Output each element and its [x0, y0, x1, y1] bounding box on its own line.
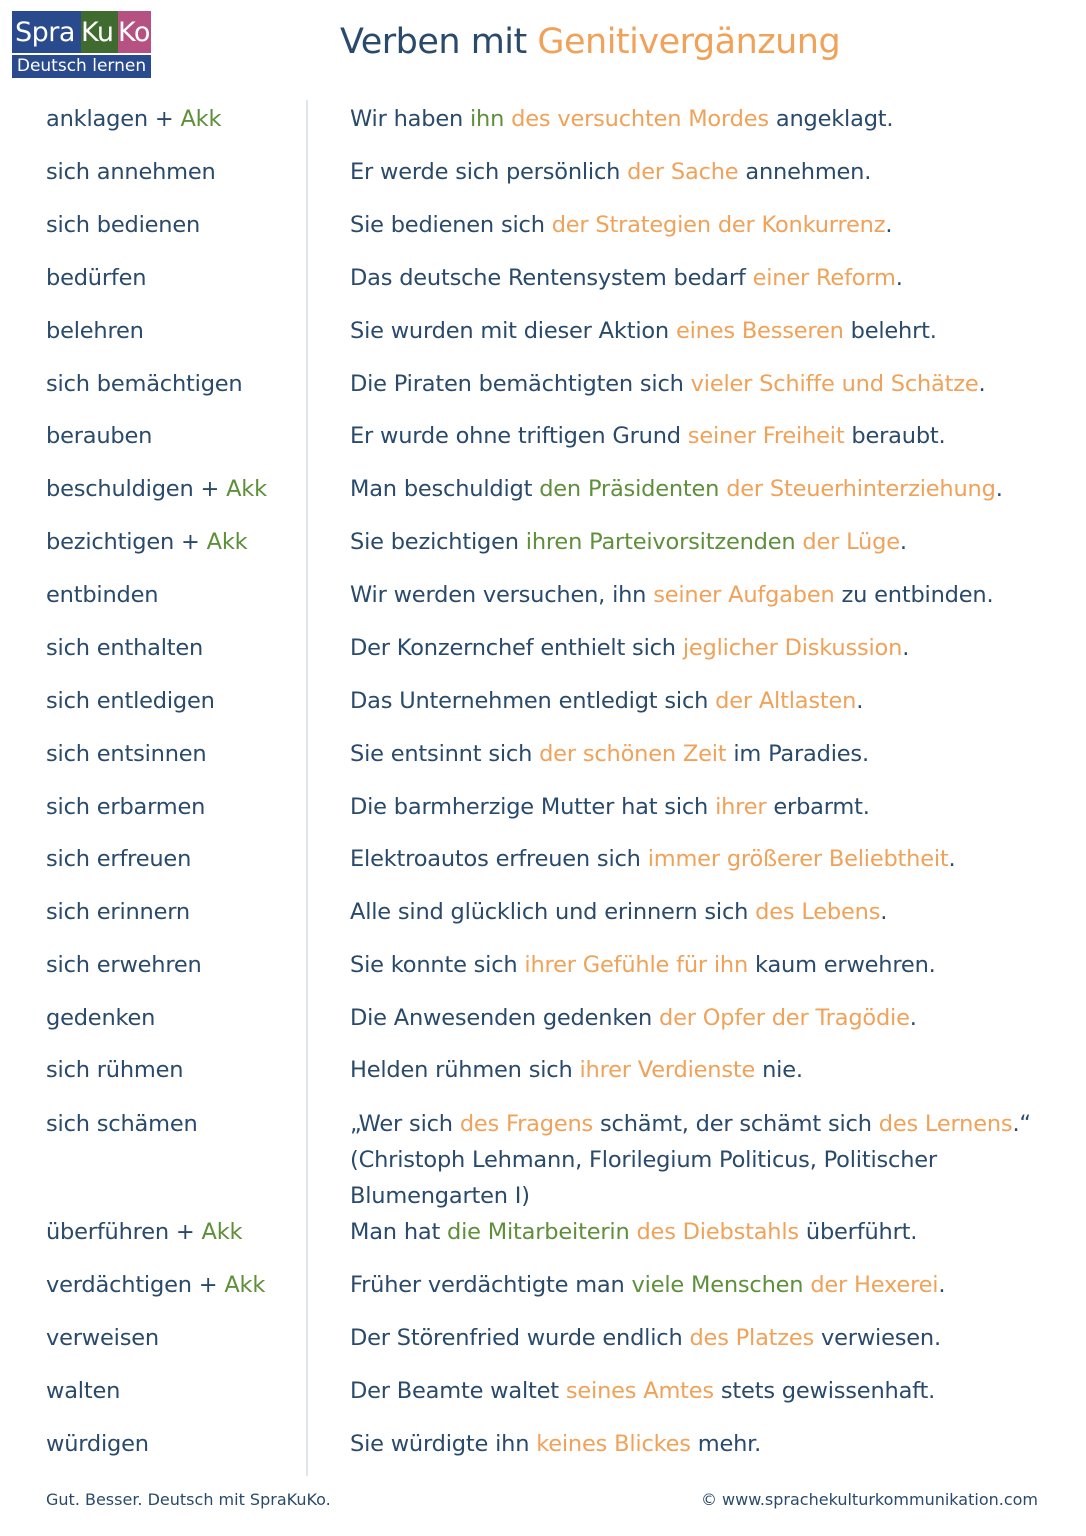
verb-label: anklagen [46, 106, 148, 132]
genitive-phrase: ihrer Gefühle für ihn [524, 952, 749, 978]
example-sentence [350, 1052, 1060, 1088]
verb-label: entbinden [46, 582, 159, 608]
akk-marker: Akk [201, 1219, 243, 1245]
verb-label: überführen [46, 1219, 169, 1245]
genitive-phrase: der Hexerei [810, 1272, 939, 1298]
genitive-phrase: seines Amtes [565, 1378, 714, 1404]
verb-term [46, 841, 191, 877]
example-sentence [350, 418, 1060, 454]
sentence-text: Sie wurden mit dieser Aktion [350, 318, 676, 344]
example-sentence [350, 736, 1060, 772]
sentence-text: . [978, 371, 986, 397]
sentence-text: Früher verdächtigte man [350, 1272, 632, 1298]
genitive-phrase: des Diebstahls [636, 1219, 799, 1245]
sentence-text: stets gewissenhaft. [713, 1378, 936, 1404]
verb-term [46, 471, 267, 507]
sentence-text: belehrt. [843, 318, 937, 344]
sentence-text: Helden rühmen sich [350, 1057, 580, 1083]
akk-marker: Akk [180, 106, 222, 132]
plus-sign: + [193, 476, 227, 502]
logo-segment: Spra [12, 11, 81, 53]
genitive-phrase: der Lüge [802, 529, 900, 555]
sentence-text: . [880, 899, 888, 925]
sentence-text: . [856, 688, 864, 714]
sentence-text: Der Störenfried wurde endlich [350, 1325, 690, 1351]
sentence-text: Der Beamte waltet [350, 1378, 566, 1404]
sentence-text: verwiesen. [814, 1325, 941, 1351]
example-sentence [350, 366, 1060, 402]
verb-term [46, 630, 203, 666]
example-sentence [350, 683, 1060, 719]
sentence-text: „Wer sich [350, 1111, 460, 1137]
sentence-text: Die barmherzige Mutter hat sich [350, 794, 716, 820]
verb-label: verdächtigen [46, 1272, 192, 1298]
verb-label: sich erinnern [46, 899, 190, 925]
example-sentence [350, 1267, 1060, 1303]
verb-term [46, 894, 190, 930]
genitive-phrase: immer größerer Beliebtheit [647, 846, 949, 872]
title-part-verbs: Verben mit [340, 22, 538, 62]
sentence-text: Alle sind glücklich und erinnern sich [350, 899, 756, 925]
verb-label: sich annehmen [46, 159, 216, 185]
genitive-phrase: einer Reform [752, 265, 896, 291]
example-sentence [350, 1000, 1060, 1036]
sentence-text: angeklagt. [768, 106, 894, 132]
verb-term [46, 736, 206, 772]
plus-sign: + [168, 1219, 202, 1245]
verb-label: walten [46, 1378, 121, 1404]
verb-label: bezichtigen [46, 529, 175, 555]
plus-sign: + [191, 1272, 225, 1298]
sentence-text: Wir haben [350, 106, 470, 132]
sentence-text: Sie würdigte ihn [350, 1431, 537, 1457]
sentence-text: . [995, 476, 1003, 502]
verb-term [46, 207, 200, 243]
sentence-text: Er wurde ohne triftigen Grund [350, 423, 688, 449]
genitive-phrase: der schönen Zeit [539, 741, 727, 767]
accusative-phrase: viele Menschen [631, 1272, 804, 1298]
verb-label: sich entledigen [46, 688, 215, 714]
verb-term [46, 1214, 242, 1250]
verb-label: sich erfreuen [46, 846, 192, 872]
example-sentence [350, 894, 1060, 930]
sentence-text: . [899, 529, 907, 555]
verb-label: sich erwehren [46, 952, 202, 978]
sentence-text: Sie entsinnt sich [350, 741, 540, 767]
verb-term [46, 1267, 265, 1303]
accusative-phrase: den Präsidenten [539, 476, 720, 502]
example-sentence [350, 630, 1060, 666]
genitive-phrase: ihrer [715, 794, 767, 820]
sentence-text: Das deutsche Rentensystem bedarf [350, 265, 753, 291]
sentence-text: zu entbinden. [834, 582, 994, 608]
verb-term [46, 1106, 198, 1142]
sentence-text: . [938, 1272, 946, 1298]
verb-label: sich entsinnen [46, 741, 207, 767]
logo-segment: Ko [118, 11, 151, 53]
sentence-text: schämt, der schämt sich [593, 1111, 879, 1137]
sentence-text: Elektroautos erfreuen sich [350, 846, 648, 872]
genitive-phrase: des Lernens [878, 1111, 1013, 1137]
example-sentence [350, 101, 1060, 137]
genitive-phrase: der Steuerhinterziehung [726, 476, 996, 502]
verb-term [46, 1426, 149, 1462]
verb-term [46, 154, 216, 190]
verb-label: sich enthalten [46, 635, 204, 661]
sentence-text: nie. [755, 1057, 803, 1083]
sentence-text: . [895, 265, 903, 291]
example-sentence [350, 1214, 1060, 1250]
footer-copyright: © www.sprachekulturkommunikation.com [700, 1490, 1038, 1509]
genitive-phrase: seiner Aufgaben [653, 582, 835, 608]
sentence-text: erbarmt. [766, 794, 870, 820]
example-sentence [350, 947, 1060, 983]
verb-label: belehren [46, 318, 144, 344]
genitive-phrase: der Sache [627, 159, 739, 185]
verb-term [46, 524, 248, 560]
verb-term [46, 1000, 155, 1036]
logo-subtitle: Deutsch lernen [12, 55, 151, 78]
logo-wordmark [12, 11, 151, 53]
sentence-text: Sie bezichtigen [350, 529, 526, 555]
genitive-phrase: ihrer Verdienste [579, 1057, 756, 1083]
genitive-phrase: des versuchten Mordes [511, 106, 769, 132]
sentence-text: Die Anwesenden gedenken [350, 1005, 660, 1031]
example-sentence [350, 577, 1060, 613]
sentence-text: Das Unternehmen entledigt sich [350, 688, 716, 714]
verb-label: bedürfen [46, 265, 147, 291]
sentence-text: . [948, 846, 956, 872]
genitive-phrase: vieler Schiffe und Schätze [690, 371, 979, 397]
verb-term [46, 260, 146, 296]
example-sentence [350, 1426, 1060, 1462]
sentence-text: im Paradies. [726, 741, 869, 767]
sentence-text: Der Konzernchef enthielt sich [350, 635, 683, 661]
verb-term [46, 1373, 120, 1409]
sentence-text: Man beschuldigt [350, 476, 540, 502]
verb-label: beschuldigen [46, 476, 194, 502]
sprakuko-logo [12, 11, 151, 78]
verb-label: sich bemächtigen [46, 371, 243, 397]
verb-term [46, 947, 202, 983]
footer-slogan: Gut. Besser. Deutsch mit SpraKuKo. [46, 1490, 331, 1509]
sentence-text: Wir werden versuchen, ihn [350, 582, 654, 608]
verb-label: sich schämen [46, 1111, 198, 1137]
genitive-phrase: der Opfer der Tragödie [659, 1005, 910, 1031]
accusative-phrase: die Mitarbeiterin [447, 1219, 630, 1245]
example-sentence [350, 154, 1060, 190]
sentence-text: annehmen. [738, 159, 872, 185]
example-sentence [350, 1106, 1060, 1214]
verb-term [46, 577, 158, 613]
example-sentence [350, 524, 1060, 560]
sentence-text: . [909, 1005, 917, 1031]
accusative-phrase: ihn [470, 106, 505, 132]
genitive-phrase: des Fragens [459, 1111, 594, 1137]
sentence-text: kaum erwehren. [748, 952, 936, 978]
example-sentence [350, 207, 1060, 243]
sentence-text: . [885, 212, 893, 238]
example-sentence [350, 1320, 1060, 1356]
example-sentence [350, 471, 1060, 507]
verb-label: sich rühmen [46, 1057, 184, 1083]
genitive-phrase: des Platzes [689, 1325, 815, 1351]
column-divider [306, 100, 308, 1476]
accusative-phrase: ihren Parteivorsitzenden [525, 529, 796, 555]
genitive-phrase: der Altlasten [715, 688, 857, 714]
sentence-text: Sie konnte sich [350, 952, 525, 978]
sentence-text: überführt. [798, 1219, 918, 1245]
verb-term [46, 1052, 183, 1088]
verb-label: sich erbarmen [46, 794, 206, 820]
example-sentence [350, 313, 1060, 349]
verb-label: würdigen [46, 1431, 149, 1457]
akk-marker: Akk [224, 1272, 266, 1298]
sentence-text: Man hat [350, 1219, 448, 1245]
genitive-phrase: keines Blickes [536, 1431, 691, 1457]
verb-label: sich bedienen [46, 212, 201, 238]
title-part-genitive: Genitivergänzung [537, 22, 841, 62]
plus-sign: + [174, 529, 207, 555]
verb-label: gedenken [46, 1005, 156, 1031]
genitive-phrase: seiner Freiheit [687, 423, 845, 449]
sentence-text: Sie bedienen sich [350, 212, 552, 238]
sentence-text: Die Piraten bemächtigten sich [350, 371, 691, 397]
example-sentence [350, 841, 1060, 877]
example-sentence [350, 1373, 1060, 1409]
genitive-phrase: jeglicher Diskussion [682, 635, 903, 661]
plus-sign: + [147, 106, 181, 132]
genitive-phrase: eines Besseren [675, 318, 844, 344]
verb-term [46, 789, 205, 825]
sentence-text: Er werde sich persönlich [350, 159, 628, 185]
page-title [340, 18, 840, 66]
sentence-text: mehr. [690, 1431, 762, 1457]
verb-term [46, 101, 221, 137]
verb-term [46, 313, 144, 349]
sentence-text: .“ (Christoph Lehmann, Florilegium Politicus, Politischer Blumengarten I) [350, 1111, 1031, 1209]
verb-term [46, 366, 242, 402]
sentence-text: . [902, 635, 910, 661]
verb-term [46, 683, 215, 719]
genitive-phrase: des Lebens [755, 899, 881, 925]
example-sentence [350, 789, 1060, 825]
sentence-text: beraubt. [844, 423, 946, 449]
genitive-phrase: der Strategien der Konkurrenz [551, 212, 886, 238]
akk-marker: Akk [206, 529, 248, 555]
verb-label: berauben [46, 423, 153, 449]
verb-label: verweisen [46, 1325, 159, 1351]
example-sentence [350, 260, 1060, 296]
verb-term [46, 418, 152, 454]
logo-segment: Ku [81, 11, 118, 53]
verb-term [46, 1320, 159, 1356]
akk-marker: Akk [226, 476, 267, 502]
